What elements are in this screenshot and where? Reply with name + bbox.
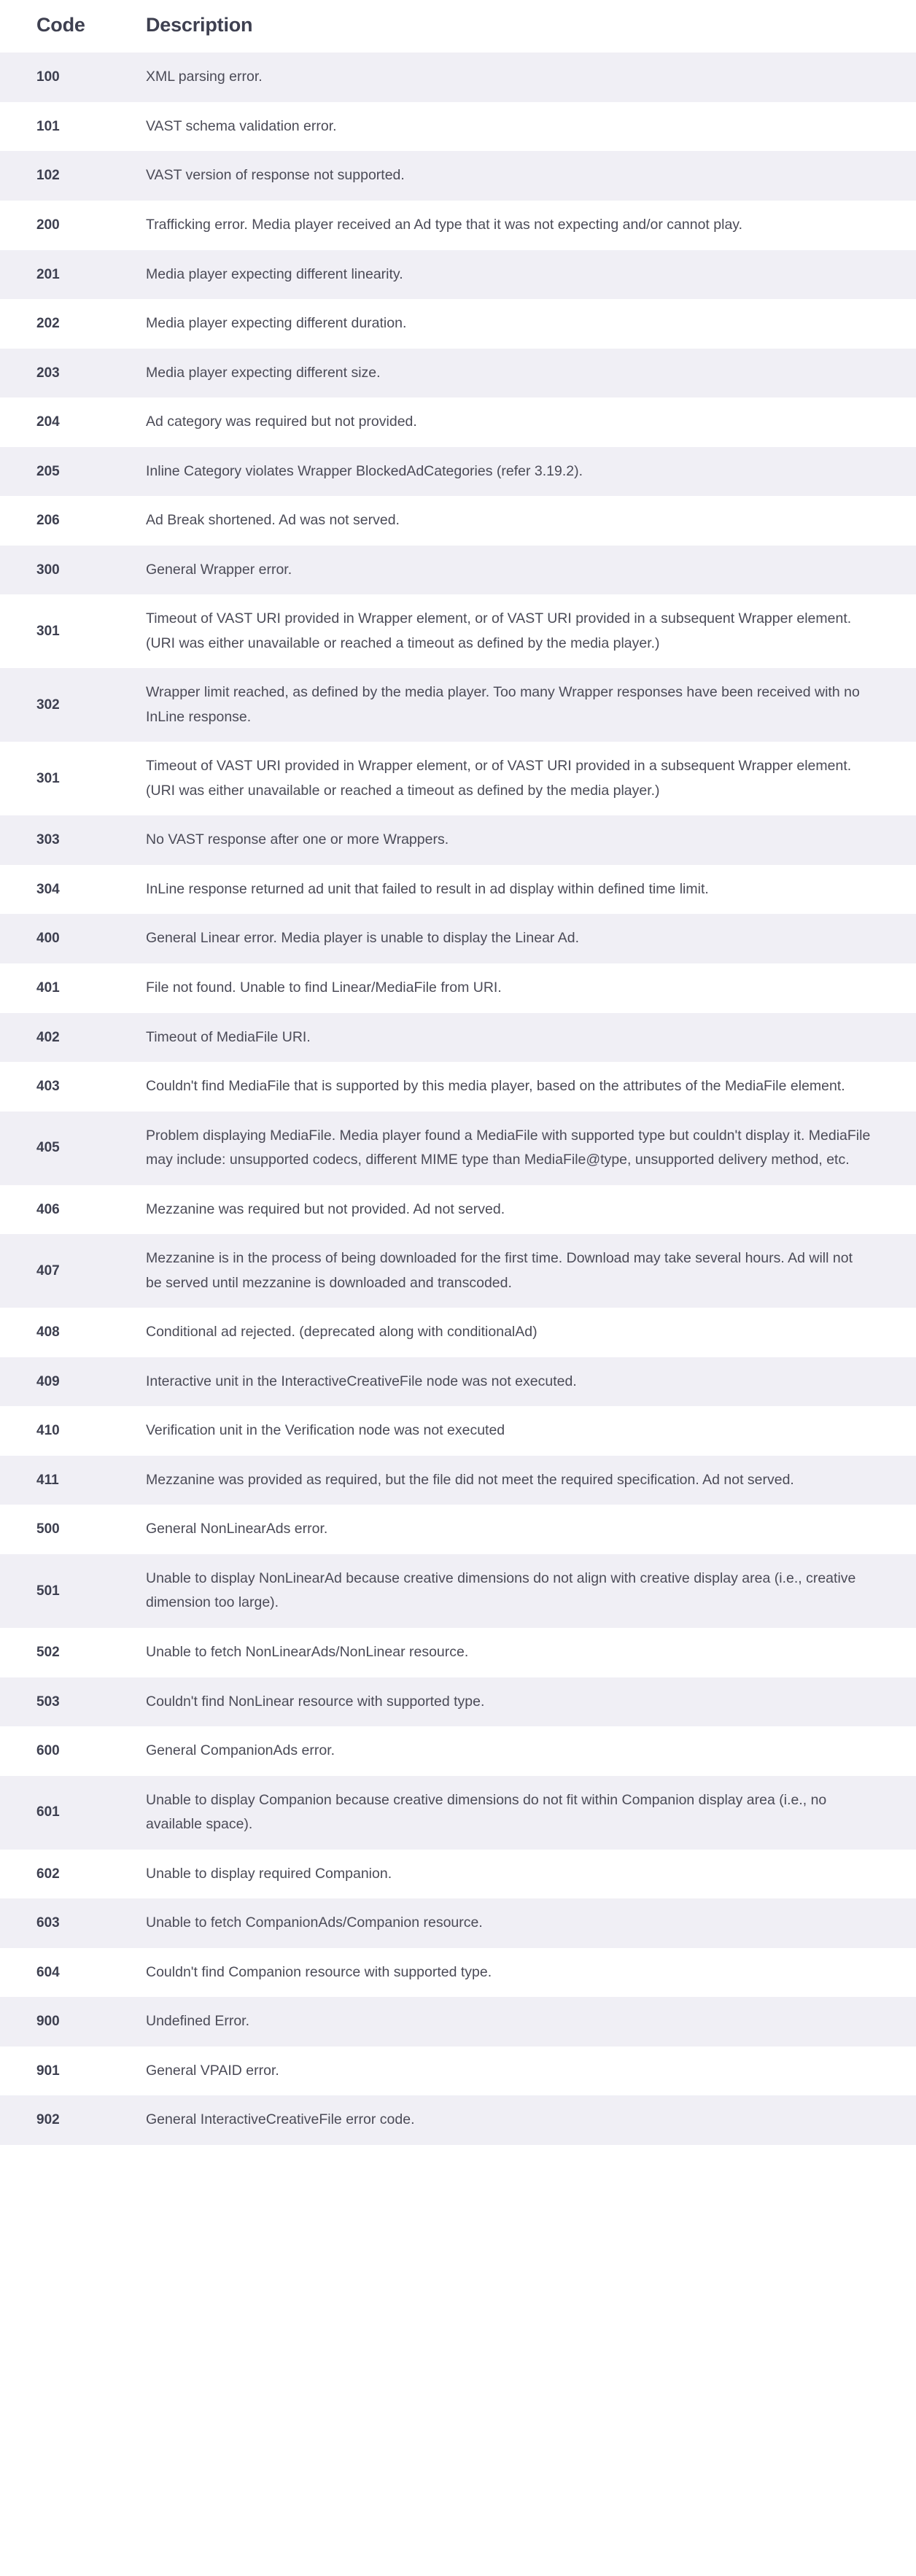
error-description-value: Timeout of MediaFile URI. <box>146 1028 311 1045</box>
error-code-value: 206 <box>36 513 60 529</box>
table-row <box>0 349 916 398</box>
error-description-value: Media player expecting different linearity. <box>146 265 403 282</box>
error-code-value: 604 <box>36 1964 60 1980</box>
error-code-value: 411 <box>36 1472 59 1488</box>
error-code-value: 503 <box>36 1694 60 1710</box>
error-code-value: 201 <box>36 266 60 282</box>
error-description-value: No VAST response after one or more Wrappers. <box>146 831 449 848</box>
error-code-value: 406 <box>36 1201 60 1217</box>
table-row <box>0 742 916 815</box>
error-code-value: 500 <box>36 1521 60 1537</box>
error-description-value: XML parsing error. <box>146 69 263 85</box>
error-description-value: Media player expecting different size. <box>146 364 381 381</box>
error-code-value: 204 <box>36 414 60 430</box>
error-code-value: 400 <box>36 931 60 947</box>
error-description-value: Undefined Error. <box>146 2013 249 2030</box>
error-code-value: 901 <box>36 2063 60 2079</box>
error-description-value: Unable to display NonLinearAd because creative dimensions do not align with creative display area (i.e., creative dimension too large). <box>146 1570 856 1611</box>
error-code-value: 502 <box>36 1644 60 1660</box>
table-row <box>0 151 916 201</box>
table-row <box>0 1554 916 1628</box>
error-description-value: Timeout of VAST URI provided in Wrapper element, or of VAST URI provided in a subsequent Wrapper element. (URI was either unavailable or reached a timeout as defined by the media player.) <box>146 610 852 651</box>
error-code-value: 205 <box>36 463 60 479</box>
table-row <box>0 815 916 865</box>
error-code-value: 407 <box>36 1262 60 1279</box>
error-code-value: 101 <box>36 118 60 134</box>
table-row <box>0 1948 916 1998</box>
table-row <box>0 1505 916 1554</box>
table-body <box>0 53 916 2144</box>
table-row <box>0 1112 916 1185</box>
table-row <box>0 2095 916 2145</box>
table-row <box>0 963 916 1013</box>
table-row <box>0 1308 916 1357</box>
error-description-value: General Linear error. Media player is unable to display the Linear Ad. <box>146 930 580 947</box>
error-description-value: Unable to fetch CompanionAds/Companion resource. <box>146 1914 483 1931</box>
error-code-value: 100 <box>36 69 60 85</box>
error-description-value: VAST version of response not supported. <box>146 167 405 184</box>
table-row <box>0 496 916 546</box>
error-description-value: Ad category was required but not provided. <box>146 414 417 430</box>
error-description-value: Mezzanine is in the process of being downloaded for the first time. Download may take several hours. Ad will not be served until mezzanine is downloaded and transcoded. <box>146 1250 853 1291</box>
error-description-value: Verification unit in the Verification node was not executed <box>146 1422 505 1439</box>
table-row <box>0 201 916 250</box>
table-row <box>0 1677 916 1727</box>
error-description-value: File not found. Unable to find Linear/MediaFile from URI. <box>146 979 502 996</box>
error-description-value: Interactive unit in the InteractiveCreativeFile node was not executed. <box>146 1373 577 1389</box>
table-row <box>0 447 916 497</box>
error-description-value: Trafficking error. Media player received an Ad type that it was not expecting and/or cannot play. <box>146 216 743 233</box>
error-code-value: 501 <box>36 1583 60 1599</box>
table-row <box>0 102 916 152</box>
table-row <box>0 1062 916 1112</box>
error-code-value: 402 <box>36 1029 60 1045</box>
error-code-value: 301 <box>36 771 60 787</box>
error-code-value: 102 <box>36 168 60 184</box>
table-row <box>0 299 916 349</box>
error-code-value: 200 <box>36 217 60 233</box>
error-code-value: 405 <box>36 1140 60 1156</box>
error-code-value: 303 <box>36 832 60 848</box>
table-row <box>0 250 916 300</box>
table-row <box>0 1234 916 1308</box>
error-code-value: 900 <box>36 2014 60 2030</box>
error-code-value: 403 <box>36 1079 60 1095</box>
error-code-value: 408 <box>36 1324 60 1341</box>
table-row <box>0 1997 916 2047</box>
error-description-value: Ad Break shortened. Ad was not served. <box>146 512 400 529</box>
table-row <box>0 1726 916 1776</box>
error-description-value: Wrapper limit reached, as defined by the media player. Too many Wrapper responses have been received with no InLine response. <box>146 684 860 725</box>
column-header-code: Code <box>0 0 146 53</box>
error-description-value: Media player expecting different duration. <box>146 315 407 332</box>
table-row <box>0 53 916 102</box>
error-code-value: 603 <box>36 1915 60 1931</box>
table-row <box>0 1850 916 1899</box>
table-row <box>0 1776 916 1850</box>
table-row <box>0 546 916 595</box>
error-description-value: Inline Category violates Wrapper BlockedAdCategories (refer 3.19.2). <box>146 462 583 479</box>
error-description-value: Unable to display required Companion. <box>146 1865 392 1882</box>
table-row <box>0 1185 916 1235</box>
error-description-value: General NonLinearAds error. <box>146 1521 328 1537</box>
error-code-value: 410 <box>36 1423 60 1439</box>
error-code-value: 600 <box>36 1743 60 1759</box>
table-row <box>0 397 916 447</box>
table-row <box>0 1013 916 1063</box>
table-row <box>0 1406 916 1456</box>
error-code-value: 202 <box>36 316 60 332</box>
error-code-value: 203 <box>36 365 60 381</box>
error-description-value: Timeout of VAST URI provided in Wrapper element, or of VAST URI provided in a subsequent Wrapper element. (URI was either unavailable or reached a timeout as defined by the media player.) <box>146 758 852 799</box>
table-header-row <box>0 0 916 53</box>
error-code-value: 601 <box>36 1804 60 1820</box>
table-row <box>0 668 916 742</box>
table-row <box>0 865 916 915</box>
error-description-value: Couldn't find MediaFile that is supported by this media player, based on the attributes of the MediaFile element. <box>146 1078 845 1095</box>
table-row <box>0 1898 916 1948</box>
error-description-value: Mezzanine was provided as required, but the file did not meet the required specification. Ad not served. <box>146 1471 794 1488</box>
error-description-value: General CompanionAds error. <box>146 1742 335 1759</box>
error-code-value: 304 <box>36 881 60 897</box>
error-description-value: Conditional ad rejected. (deprecated along with conditionalAd) <box>146 1324 537 1341</box>
table-row <box>0 1357 916 1407</box>
table-row <box>0 2047 916 2096</box>
table-row <box>0 914 916 963</box>
table-row <box>0 1628 916 1677</box>
error-code-value: 409 <box>36 1373 60 1389</box>
error-code-value: 902 <box>36 2112 60 2128</box>
error-code-value: 302 <box>36 697 60 713</box>
error-code-value: 301 <box>36 623 60 639</box>
error-description-value: Problem displaying MediaFile. Media player found a MediaFile with supported type but couldn't display it. MediaFile may include: unsupported codecs, different MIME type than MediaFile@type, unsupported delivery method, etc. <box>146 1127 871 1168</box>
error-description-value: Couldn't find NonLinear resource with supported type. <box>146 1693 485 1710</box>
error-description-value: General InteractiveCreativeFile error code. <box>146 2111 415 2128</box>
error-code-value: 602 <box>36 1866 60 1882</box>
error-code-value: 300 <box>36 562 60 578</box>
table-row <box>0 1456 916 1505</box>
error-description-value: General Wrapper error. <box>146 561 292 578</box>
error-description-value: Unable to fetch NonLinearAds/NonLinear resource. <box>146 1643 469 1660</box>
error-description-value: Mezzanine was required but not provided. Ad not served. <box>146 1200 505 1217</box>
error-code-value: 401 <box>36 980 60 996</box>
error-description-value: Couldn't find Companion resource with supported type. <box>146 1963 492 1980</box>
table-row <box>0 594 916 668</box>
error-description-value: Unable to display Companion because creative dimensions do not fit within Companion display area (i.e., no available space). <box>146 1791 827 1833</box>
column-header-description: Description <box>146 0 916 53</box>
error-description-value: InLine response returned ad unit that failed to result in ad display within defined time limit. <box>146 880 709 897</box>
error-description-value: VAST schema validation error. <box>146 117 337 134</box>
error-description-value: General VPAID error. <box>146 2062 279 2079</box>
table-header <box>0 0 916 53</box>
